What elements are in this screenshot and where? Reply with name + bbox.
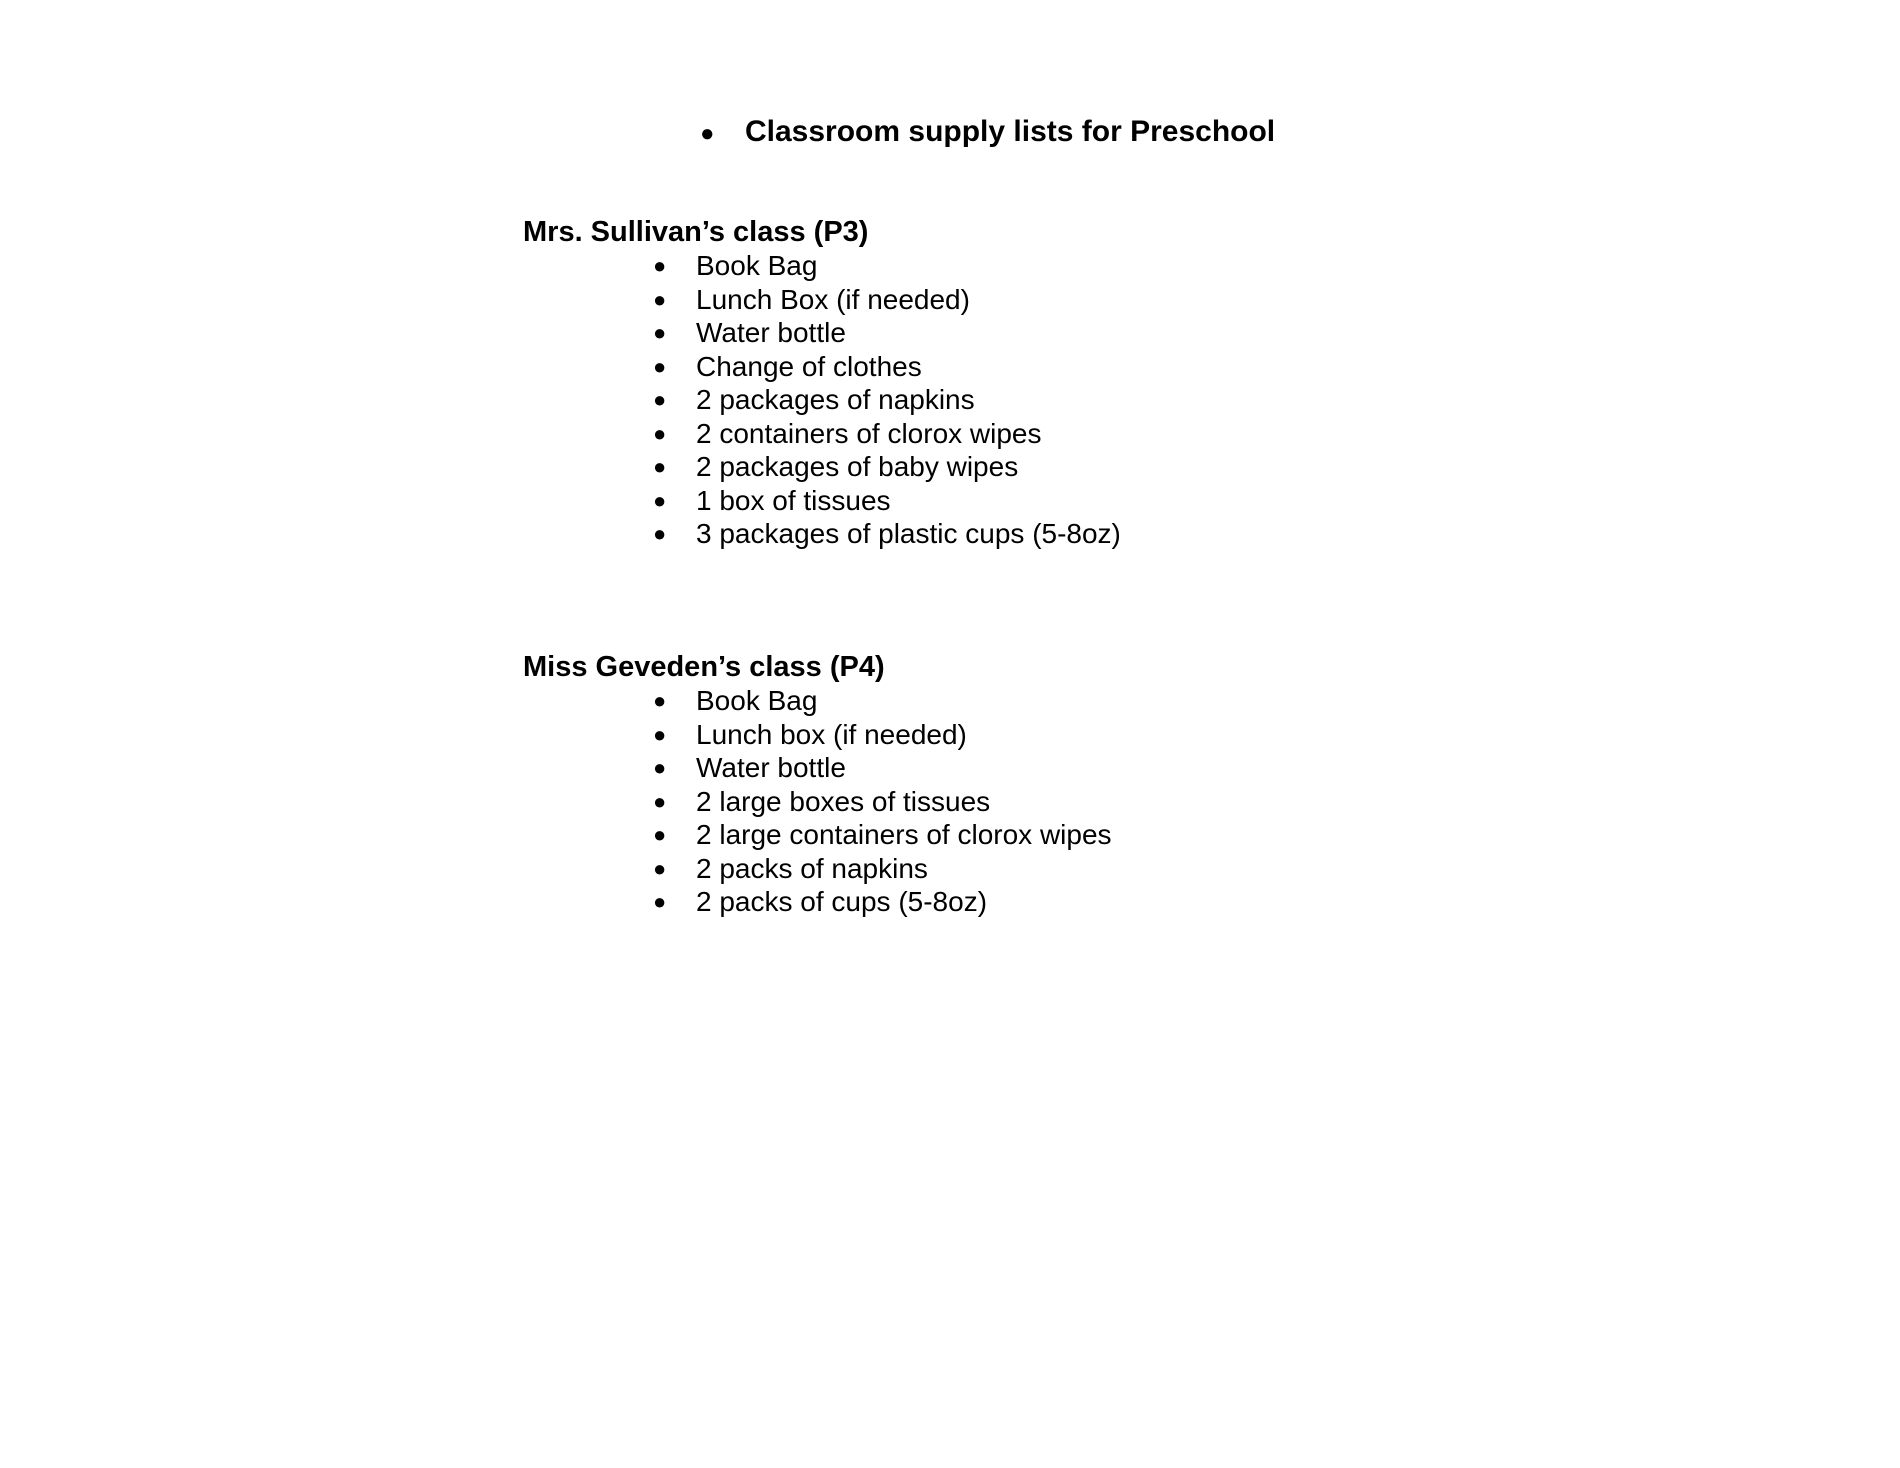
bullet-icon: ● [653, 688, 667, 713]
list-item: ● 2 packages of napkins [653, 384, 975, 415]
list-item: ● Water bottle [653, 317, 846, 348]
bullet-icon: ● [653, 755, 667, 780]
section-heading: Mrs. Sullivan’s class (P3) [523, 216, 869, 248]
bullet-icon: ● [653, 521, 667, 546]
bullet-icon: ● [653, 353, 667, 379]
bullet-icon: ● [653, 420, 667, 446]
list-item: ● Lunch box (if needed) [653, 718, 967, 750]
bullet-icon: ● [653, 253, 667, 278]
bullet-icon: ● [653, 454, 667, 479]
supply-list [523, 249, 1121, 551]
section-sullivan-class [523, 215, 1121, 551]
bullet-icon: ● [700, 120, 715, 147]
bullet-icon: ● [653, 721, 667, 747]
bullet-icon: ● [653, 788, 667, 814]
document-title [700, 112, 1275, 154]
list-item: ● Book Bag [653, 685, 818, 716]
list-item: ● 2 packages of baby wipes [653, 451, 1019, 482]
bullet-icon: ● [653, 822, 667, 847]
bullet-icon: ● [653, 286, 667, 312]
list-item: ● 2 packs of cups (5-8oz) [653, 886, 988, 917]
section-geveden-class [523, 650, 1112, 919]
document-title-text: Classroom supply lists for Preschool [745, 115, 1276, 148]
list-item: ● Water bottle [653, 752, 846, 783]
list-item: ● 3 packages of plastic cups (5-8oz) [653, 518, 1121, 549]
bullet-icon: ● [653, 855, 667, 881]
bullet-icon: ● [653, 387, 667, 412]
section-heading: Miss Geveden’s class (P4) [523, 651, 885, 683]
bullet-icon: ● [653, 320, 667, 345]
bullet-icon: ● [653, 487, 667, 513]
bullet-icon: ● [653, 889, 667, 914]
list-item: ● Lunch Box (if needed) [653, 283, 970, 315]
list-item: ● Book Bag [653, 250, 818, 281]
supply-list [523, 684, 1112, 919]
list-item: ● 2 large containers of clorox wipes [653, 819, 1112, 850]
list-item: ● 2 packs of napkins [653, 852, 928, 884]
list-item: ● 1 box of tissues [653, 484, 891, 516]
list-item: ● 2 containers of clorox wipes [653, 417, 1042, 449]
list-item: ● Change of clothes [653, 350, 922, 382]
list-item: ● 2 large boxes of tissues [653, 785, 991, 817]
